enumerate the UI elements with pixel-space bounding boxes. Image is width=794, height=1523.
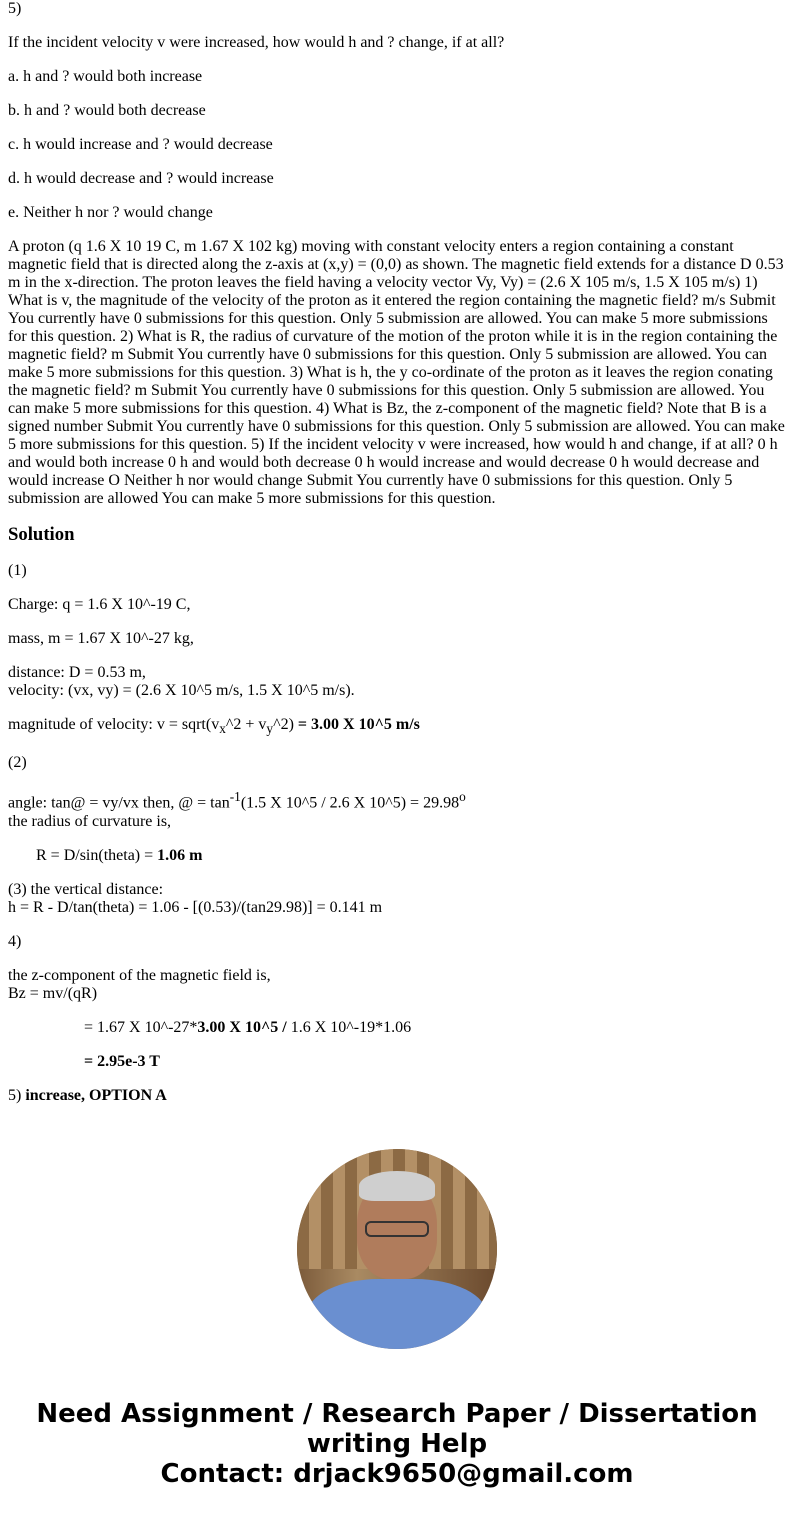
question-number: 5) [8, 0, 22, 17]
bz-line-2 [8, 1053, 786, 1071]
option-d: d. h would decrease and ? would increase [8, 170, 274, 187]
bz-l1-pre: = 1.67 X 10^-27* [84, 1018, 198, 1036]
radius-eq: R = D/sin(theta) = [36, 846, 158, 864]
photo-glasses [365, 1221, 429, 1237]
part-5 [8, 1087, 786, 1105]
radius-line [8, 847, 786, 865]
photo-hair [359, 1171, 435, 1201]
distance-velocity [8, 664, 786, 700]
mag-text: magnitude of velocity: v = sqrt(v [8, 716, 220, 733]
bz-l1-bold: 3.00 X 10^5 / [197, 1018, 287, 1036]
footer-tagline: Need Assignment / Research Paper / Dissertation writing Help [36, 1398, 758, 1459]
mass-line: mass, m = 1.67 X 10^-27 kg, [8, 630, 194, 647]
option-e: e. Neither h nor ? would change [8, 204, 213, 221]
part-3-head: (3) the vertical distance: [8, 880, 164, 898]
question-prompt: If the incident velocity v were increased, how would h and ? change, if at all? [8, 34, 505, 51]
angle-text: angle: tan@ = vy/vx then, @ = tan [8, 794, 230, 812]
part-1-label: (1) [8, 562, 27, 579]
velocity-line: velocity: (vx, vy) = (2.6 X 10^5 m/s, 1.5 X 10^5 m/s). [8, 682, 355, 699]
photo-shirt [307, 1279, 487, 1349]
distance-line: distance: D = 0.53 m, [8, 664, 146, 681]
bz-eq: Bz = mv/(qR) [8, 984, 98, 1002]
bz-l1-post: 1.6 X 10^-19*1.06 [286, 1018, 412, 1036]
option-b: b. h and ? would both decrease [8, 102, 206, 119]
part-5-answer: increase, OPTION A [25, 1086, 167, 1104]
angle-value: (1.5 X 10^5 / 2.6 X 10^5) = 29.98 [240, 794, 460, 812]
contact-footer [8, 1399, 786, 1489]
option-c: c. h would increase and ? would decrease [8, 136, 273, 153]
part-3 [8, 881, 786, 917]
part-5-label: 5) [8, 1086, 26, 1104]
angle-sup: -1 [229, 789, 241, 805]
part-4-label: 4) [8, 932, 22, 950]
mag-sub-x: x [219, 721, 226, 737]
degree-sup: o [459, 789, 466, 805]
mag-text-mid: ^2 + v [225, 716, 267, 733]
solution-section [8, 526, 786, 1105]
bz-intro: the z-component of the magnetic field is, [8, 966, 271, 984]
part-2-label: (2) [8, 754, 27, 772]
solution-heading: Solution [8, 524, 75, 545]
charge-line: Charge: q = 1.6 X 10^-19 C, [8, 596, 191, 613]
mag-answer: = 3.00 X 10^5 m/s [297, 716, 420, 733]
angle-block [8, 788, 786, 830]
radius-intro: the radius of curvature is, [8, 812, 172, 830]
option-a: a. h and ? would both increase [8, 68, 203, 85]
footer-contact: Contact: drjack9650@gmail.com [160, 1458, 634, 1489]
part-3-eq: h = R - D/tan(theta) = 1.06 - [(0.53)/(tan29.98)] = 0.141 m [8, 898, 383, 916]
question-section [8, 0, 786, 508]
bz-line-1 [8, 1019, 786, 1037]
mag-sub-y: y [266, 721, 274, 737]
bz-answer: = 2.95e-3 T [84, 1052, 160, 1070]
tutor-photo-wrap [8, 1149, 786, 1349]
radius-answer: 1.06 m [157, 846, 203, 864]
tutor-photo [297, 1149, 497, 1349]
magnitude-line [8, 716, 786, 738]
question-full-text: A proton (q 1.6 X 10 19 C, m 1.67 X 102 kg) moving with constant velocity enters a region containing a constant magnetic field that is directed along the z-axis at (x,y) = (0,0) as shown. The magnetic field extends for a distance D 0.53 m in the x-direction. The proton leaves the field having a velocity vector Vy, Vy) = (2.6 X 105 m/s, 1.5 X 105 m/s) 1) What is v, the magnitude of the velocity of the proton as it entered the region containing the magnetic field? m/s Submit You currently have 0 submissions for this question. Only 5 submission are allowed. You can make 5 more submissions for this question. 2) What is R, the radius of curvature of the motion of the proton while it is in the region containing the magnetic field? m Submit You currently have 0 submissions for this question. Only 5 submission are allowed. You can make 5 more submissions for this question. 3) What is h, the y co-ordinate of the proton as it leaves the region conating the magnetic field? m Submit You currently have 0 submissions for this question. Only 5 submission are allowed. You can make 5 more submissions for this question. 4) What is Bz, the z-component of the magnetic field? Note that B is a signed number Submit You currently have 0 submissions for this question. Only 5 submission are allowed. You can make 5 more submissions for this question. 5) If the incident velocity v were increased, how would h and change, if at all? 0 h and would both increase 0 h and would both decrease 0 h would increase and would decrease 0 h would decrease and would increase O Neither h nor would change Submit You currently have 0 submissions for this question. Only 5 submission are allowed You can make 5 more submissions for this question. [8, 238, 785, 507]
mag-text-post: ^2) [273, 716, 298, 733]
bz-block [8, 967, 786, 1003]
